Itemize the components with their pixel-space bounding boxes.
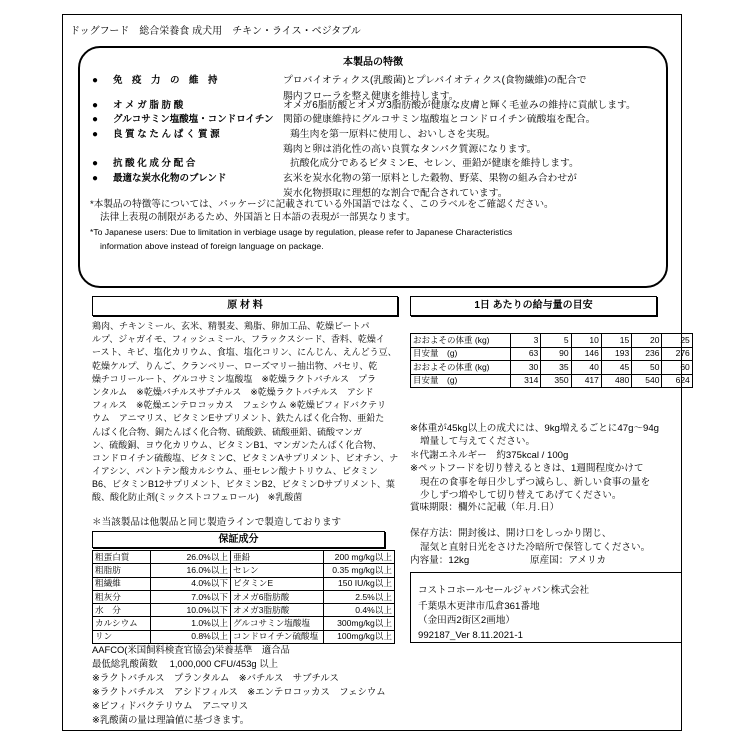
guarantee-row — [93, 564, 395, 577]
feature-text-immunity: 腸内フローラを整え健康を維持します。 — [283, 91, 459, 102]
guarantee-value: 4.0%以下 — [151, 577, 231, 590]
feeding-weight-cell: 30 — [511, 361, 541, 375]
ingredient-line: フィルス ※乾燥エンテロコッカス フェシウム ※乾燥ビフィドバクテリ — [92, 400, 386, 411]
guarantee-nutrient: リン — [93, 630, 151, 643]
feeding-row-label: おおよその体重 (kg) — [411, 334, 511, 348]
guarantee-row — [93, 590, 395, 603]
feeding-table — [410, 333, 693, 388]
feature-bullet: ● — [92, 114, 99, 125]
feature-text-carbohydrate: 玄米を炭水化物の第一原料とした穀物、野菜、果物の組み合わせが — [283, 173, 577, 184]
feeding-weight-cell: 10 — [571, 334, 601, 348]
feature-text-protein: 鶏生肉を第一原料に使用し、おいしさを実現。 — [290, 129, 496, 140]
ingredient-line: ルプ、ジャガイモ、フィッシュミール、フラックスシード、香料、乾燥イ — [92, 334, 385, 345]
feature-label-immunity: 免 疫 力 の 維 持 — [113, 75, 218, 86]
feeding-amount-cell: 350 — [541, 374, 571, 388]
ingredient-line: ースト、キビ、塩化カリウム、食塩、塩化コリン、にんじん、えんどう豆、 — [92, 347, 397, 358]
guarantee-row — [93, 617, 395, 630]
feeding-amount-cell: 63 — [511, 347, 541, 361]
feeding-row — [411, 334, 693, 348]
feeding-amount-cell: 480 — [601, 374, 631, 388]
guarantee-value: 7.0%以下 — [151, 590, 231, 603]
feeding-weight-cell: 50 — [632, 361, 662, 375]
feeding-amount-cell: 314 — [511, 374, 541, 388]
features-note: *本製品の特徴等については、パッケージに記載されている外国語ではなく、このラベルをご確認ください。 — [90, 199, 554, 210]
feeding-weight-cell: 40 — [571, 361, 601, 375]
guarantee-table — [92, 550, 395, 644]
feature-bullet: ● — [92, 129, 99, 140]
guarantee-value: 10.0%以下 — [151, 604, 231, 617]
feeding-row-label: 目安量 (g) — [411, 347, 511, 361]
feeding-heading: 1日 あたりの給与量の目安 — [410, 296, 657, 316]
feature-bullet: ● — [92, 158, 99, 169]
company-address-detail: （金田西2街区2画地） — [418, 615, 516, 626]
company-name: コストコホールセールジャパン株式会社 — [418, 585, 590, 596]
guarantee-value: 200 mg/kg以上 — [324, 551, 395, 564]
company-address: 千葉県木更津市瓜倉361番地 — [418, 601, 540, 612]
guarantee-row — [93, 604, 395, 617]
features-note: 法律上表現の制限があるため、外国語と日本語の表現が一部異なります。 — [100, 212, 416, 223]
features-note-english: information above instead of foreign language on package. — [100, 241, 324, 251]
feeding-amount-cell: 540 — [632, 374, 662, 388]
guarantee-nutrient: 粗脂肪 — [93, 564, 151, 577]
feeding-amount-cell: 624 — [662, 374, 692, 388]
feeding-weight-cell: 45 — [601, 361, 631, 375]
feature-label-carbohydrate: 最適な炭水化物のブレンド — [113, 173, 227, 184]
features-note-english: *To Japanese users: Due to limitation in verbiage usage by regulation, please refer to Japanese Characteristics — [90, 227, 513, 237]
feeding-weight-cell: 3 — [511, 334, 541, 348]
guarantee-value: 0.8%以上 — [151, 630, 231, 643]
feeding-amount-cell: 276 — [662, 347, 692, 361]
guarantee-value: 0.4%以上 — [324, 604, 395, 617]
feeding-row — [411, 374, 693, 388]
feature-label-omega: オ メ ガ 脂 肪 酸 — [113, 100, 184, 111]
feeding-row — [411, 361, 693, 375]
feeding-note: 少しずつ増やして切り替えてあげてください。 — [420, 490, 622, 501]
storage-text: 湿気と直射日光をさけた冷暗所で保管してください。 — [420, 542, 651, 553]
feeding-weight-cell: 25 — [662, 334, 692, 348]
guarantee-row — [93, 551, 395, 564]
feeding-weight-cell: 20 — [632, 334, 662, 348]
ingredient-line: イアシン、パントテン酸カルシウム、亜セレン酸ナトリウム、ビタミン — [92, 466, 378, 477]
best-before-note: 賞味期限：欄外に記載（年.月.日） — [410, 502, 560, 513]
ingredients-heading: 原 材 料 — [92, 296, 398, 316]
feeding-amount-cell: 417 — [571, 374, 601, 388]
version-code: 992187_Ver 8.11.2021-1 — [418, 630, 523, 641]
feature-label-protein: 良 質 な た ん ぱ く 質 源 — [113, 129, 220, 140]
feature-text-protein: 鶏肉と卵は消化性の高い良質なタンパク質源になります。 — [283, 144, 537, 155]
feeding-weight-cell: 5 — [541, 334, 571, 348]
guarantee-value: 150 IU/kg以上 — [324, 577, 395, 590]
guarantee-nutrient: 粗蛋白質 — [93, 551, 151, 564]
ingredient-line: ンタルム ※乾燥バチルスサブチルス ※乾燥ラクトバチルス アシド — [92, 386, 374, 397]
feeding-amount-cell: 146 — [571, 347, 601, 361]
feature-bullet: ● — [92, 100, 99, 111]
ingredient-line: 酸、酸化防止剤(ミックストコフェロール) ※乳酸菌 — [92, 492, 303, 503]
ingredient-line: コンドロイチン硫酸塩、ビタミンC、ビタミンAサプリメント、ビオチン、ナ — [92, 452, 399, 463]
feeding-note: ※体重が45kg以上の成犬には、9kg増えるごとに47g〜94g — [410, 423, 660, 434]
feeding-row-label: 目安量 (g) — [411, 374, 511, 388]
guarantee-nutrient: 粗灰分 — [93, 590, 151, 603]
country-of-origin: 原産国：アメリカ — [530, 555, 607, 566]
feeding-weight-cell: 15 — [601, 334, 631, 348]
feature-text-antioxidant: 抗酸化成分であるビタミンE、セレン、亜鉛が健康を維持します。 — [290, 158, 579, 169]
ingredient-line: B6、ビタミンB12サプリメント、ビタミンB2、ビタミンDサプリメント、葉 — [92, 479, 395, 490]
ingredient-line: 鶏肉、チキンミール、玄米、精製麦、鶏脂、卵加工品、乾燥ビートパ — [92, 321, 370, 331]
feature-text-glucosamine: 関節の健康維持にグルコサミン塩酸塩とコンドロイチン硫酸塩を配合。 — [283, 114, 596, 125]
guarantee-value: 2.5%以上 — [324, 590, 395, 603]
feature-text-immunity: プロバイオティクス(乳酸菌)とプレバイオティクス(食物繊維)の配合で — [283, 75, 587, 86]
guarantee-footer: ※ビフィドバクテリウム アニマリス — [92, 700, 249, 711]
ingredient-line: ウム アニマリス、ビタミンEサプリメント、鉄たんぱく化合物、亜鉛た — [92, 413, 385, 424]
product-title: ドッグフード 総合栄養食 成犬用 チキン・ライス・ベジタブル — [70, 26, 361, 37]
guarantee-nutrient: 粗繊維 — [93, 577, 151, 590]
ingredient-line: んぱく化合物、銅たんぱく化合物、硫酸鉄、硫酸亜鉛、硫酸マンガ — [92, 426, 363, 437]
guarantee-value: 0.35 mg/kg以上 — [324, 564, 395, 577]
feature-label-glucosamine: グルコサミン塩酸塩・コンドロイチン — [113, 114, 274, 125]
guarantee-nutrient: ビタミンE — [231, 577, 324, 590]
feature-text-carbohydrate: 炭水化物摂取に理想的な割合で配合されています。 — [283, 188, 508, 199]
feeding-amount-cell: 236 — [632, 347, 662, 361]
feature-bullet: ● — [92, 173, 99, 184]
guarantee-row — [93, 577, 395, 590]
guarantee-nutrient: オメガ6脂肪酸 — [231, 590, 324, 603]
feature-text-omega: オメガ6脂肪酸とオメガ3脂肪酸が健康な皮膚と輝く毛並みの維持に貢献します。 — [283, 100, 636, 111]
feeding-amount-cell: 193 — [601, 347, 631, 361]
guarantee-value: 1.0%以上 — [151, 617, 231, 630]
storage-text: 保存方法：開封後は、開け口をしっかり閉じ、 — [410, 528, 612, 539]
guarantee-heading: 保証成分 — [92, 531, 385, 548]
guarantee-nutrient: グルコサミン塩酸塩 — [231, 617, 324, 630]
feeding-note: 増量して与えてください。 — [420, 436, 536, 447]
guarantee-footer: ※ラクトバチルス アシドフィルス ※エンテロコッカス フェシウム — [92, 686, 386, 697]
ingredients-list — [92, 320, 404, 505]
guarantee-nutrient: 亜鉛 — [231, 551, 324, 564]
manufacturing-note: ＊当該製品は他製品と同じ製造ラインで製造しております — [92, 517, 342, 528]
ingredient-line: 乾燥ケルプ、りんご、クランベリー、ローズマリー抽出物、パセリ、乾 — [92, 360, 378, 371]
guarantee-nutrient: セレン — [231, 564, 324, 577]
features-heading: 本製品の特徴 — [343, 57, 403, 68]
guarantee-nutrient: オメガ3脂肪酸 — [231, 604, 324, 617]
guarantee-value: 300mg/kg以上 — [324, 617, 395, 630]
guarantee-value: 100mg/kg以上 — [324, 630, 395, 643]
feeding-row — [411, 347, 693, 361]
content-weight: 内容量：12kg — [410, 555, 470, 566]
guarantee-nutrient: カルシウム — [93, 617, 151, 630]
ingredient-line: ン、硫酸銅、ヨウ化カリウム、ビタミンB1、マンガンたんぱく化合物、 — [92, 439, 382, 450]
feature-label-antioxidant: 抗 酸 化 成 分 配 合 — [113, 158, 196, 169]
guarantee-value: 16.0%以上 — [151, 564, 231, 577]
feeding-row-label: おおよその体重 (kg) — [411, 361, 511, 375]
guarantee-nutrient: コンドロイチン硫酸塩 — [231, 630, 324, 643]
guarantee-footer: ※乳酸菌の量は理論値に基づきます。 — [92, 714, 250, 725]
guarantee-row — [93, 630, 395, 643]
feeding-note: ※ペットフードを切り替えるときは、1週間程度かけて — [410, 463, 644, 474]
feature-bullet: ● — [92, 75, 99, 86]
energy-note: ＊代謝エネルギー 約375kcal / 100g — [410, 450, 569, 461]
guarantee-footer: ※ラクトバチルス プランタルム ※バチルス サブチルス — [92, 672, 339, 683]
feeding-amount-cell: 90 — [541, 347, 571, 361]
ingredient-line: 燥チコリールート、グルコサミン塩酸塩 ※乾燥ラクトバチルス プラ — [92, 373, 377, 384]
feeding-weight-cell: 35 — [541, 361, 571, 375]
guarantee-footer: 最低総乳酸菌数 1,000,000 CFU/453g 以上 — [92, 658, 278, 669]
feeding-note: 現在の食事を毎日少しずつ減らし、新しい食事の量を — [420, 477, 651, 488]
guarantee-footer: AAFCO(米国飼料検査官協会)栄養基準 適合品 — [92, 644, 290, 655]
feeding-weight-cell: 60 — [662, 361, 692, 375]
guarantee-value: 26.0%以上 — [151, 551, 231, 564]
guarantee-nutrient: 水 分 — [93, 604, 151, 617]
